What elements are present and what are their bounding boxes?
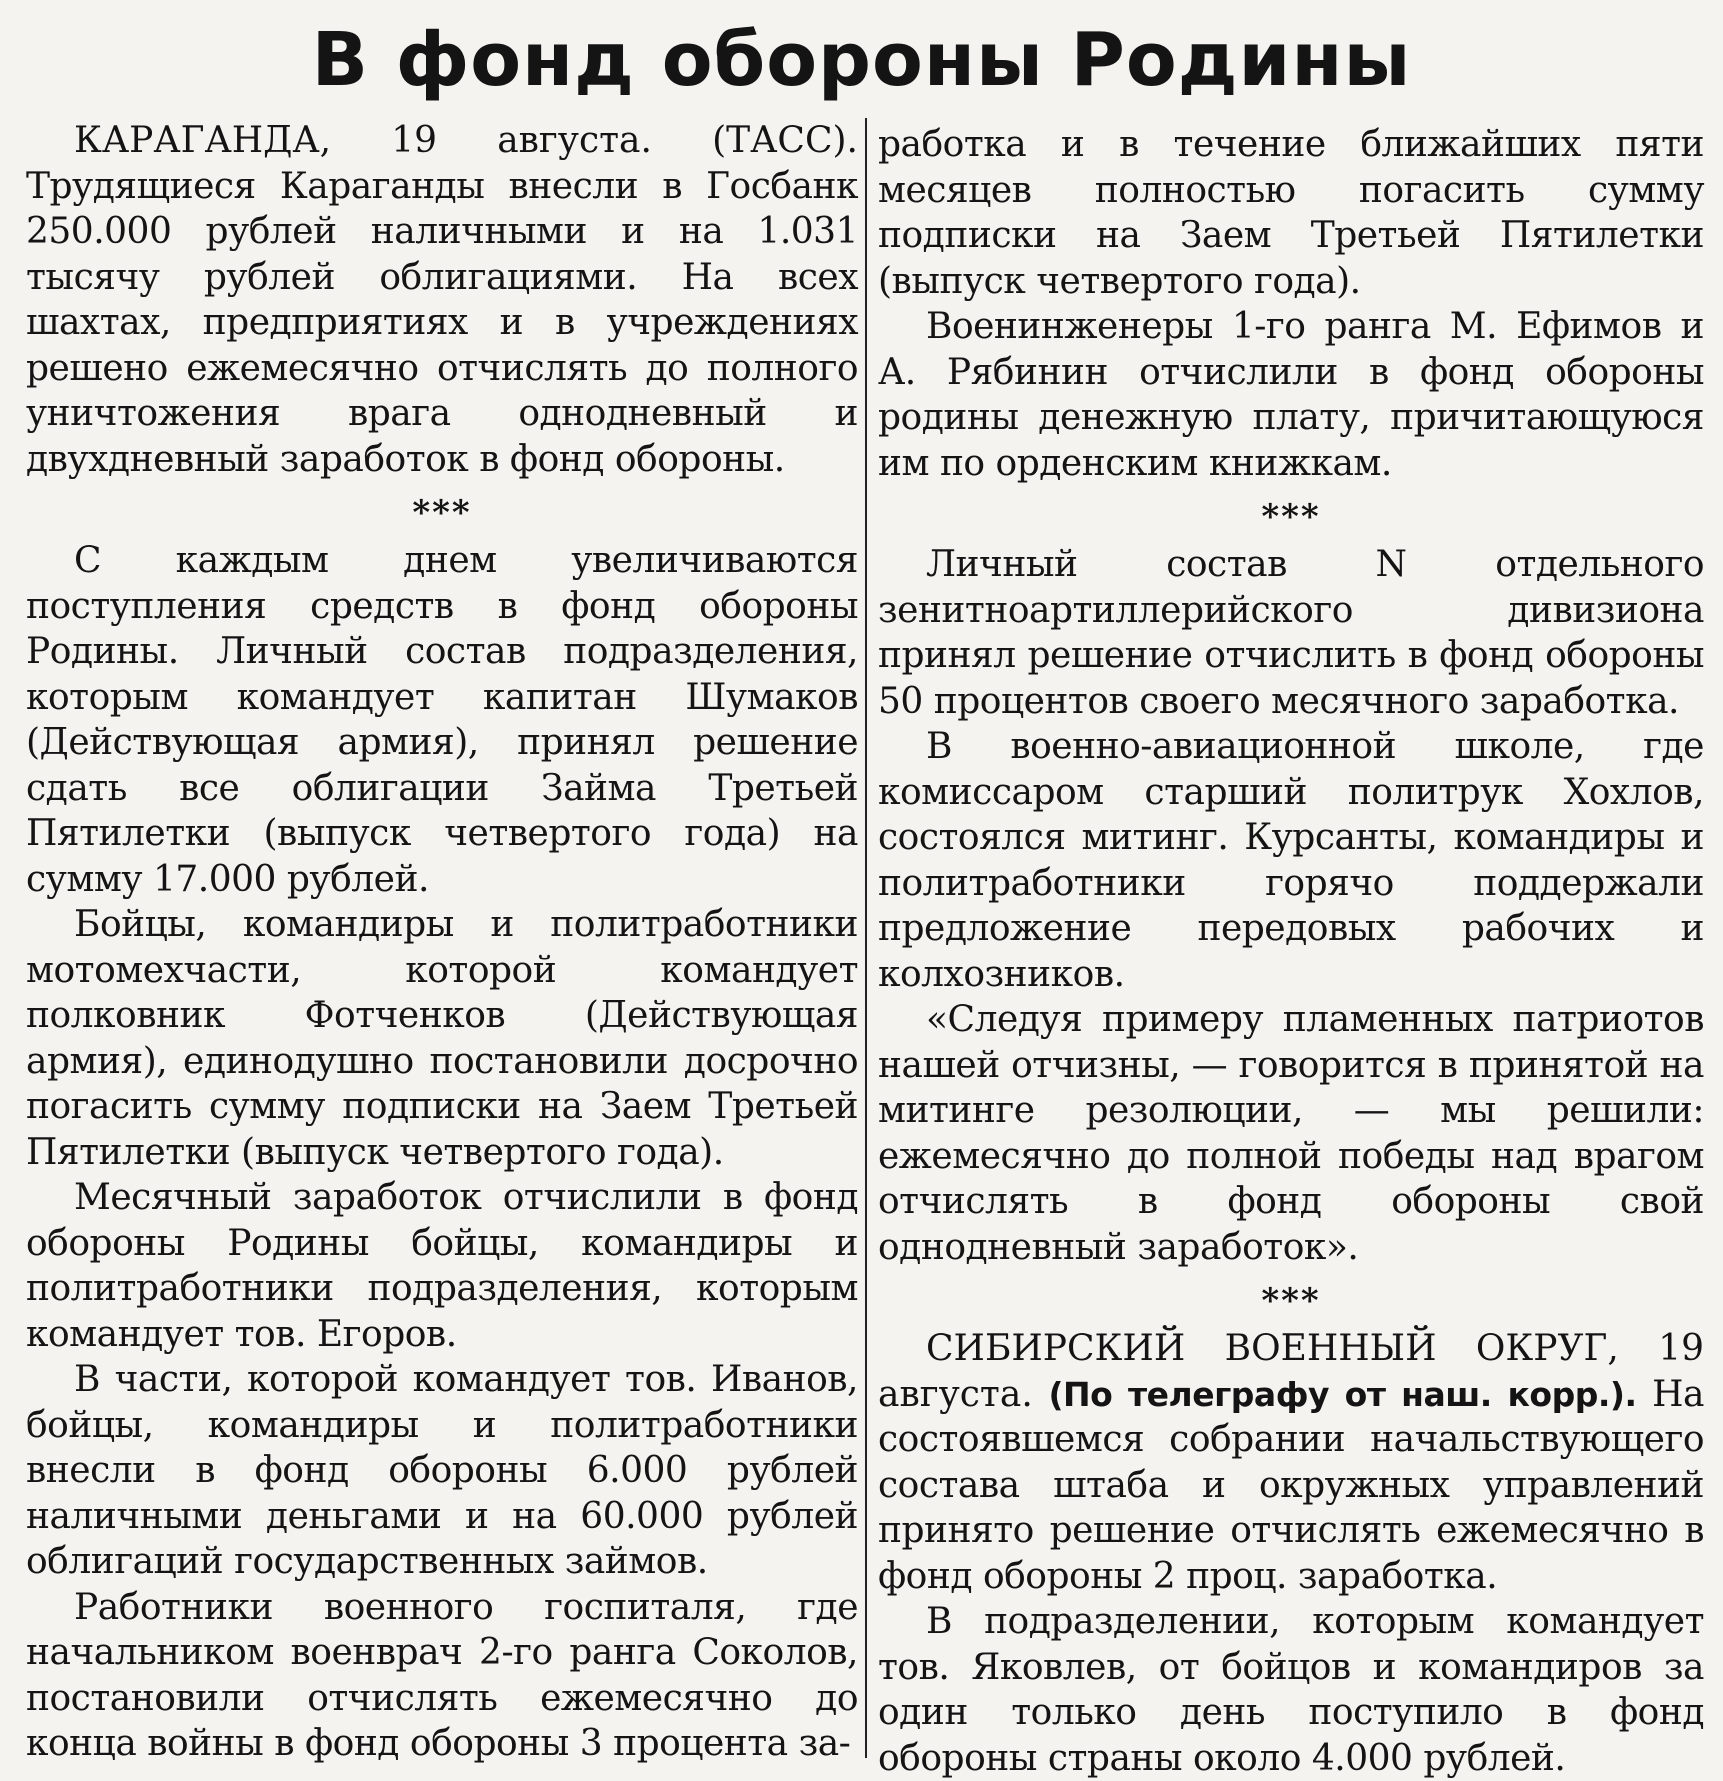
column-divider bbox=[865, 118, 867, 1758]
article-paragraph-siberia bbox=[878, 1326, 1704, 1599]
dateline-siberia: СИБИРСКИЙ ВОЕННЫЙ ОКРУГ, 19 августа. bbox=[878, 1328, 1704, 1415]
article-paragraph: Месячный заработок отчислили в фонд обороны Родины бойцы, командиры и политработники подразделения, которым командует тов. Егоров. bbox=[26, 1177, 858, 1355]
headline: В фонд обороны Родины bbox=[311, 17, 1412, 103]
article-paragraph: «Следуя примеру пламенных патриотов нашей отчизны, — говорится в принятой на митинге резолюции, — мы решили: ежемесячно до полной победы над врагом отчислять в фонд обороны свой однодневный заработок». bbox=[878, 999, 1704, 1268]
article-paragraph: С каждым днем увеличиваются поступления средств в фонд обороны Родины. Личный состав подразделения, которым командует капитан Шумаков (Действующая армия), принял решение сдать все облигации Займа Третьей Пятилетки (выпуск четвертого года) на сумму 17.000 рублей. bbox=[26, 540, 858, 900]
article-paragraph: Военинженеры 1-го ранга М. Ефимов и А. Рябинин отчислили в фонд обороны родины денежную плату, причитающуюся им по орденским книжкам. bbox=[878, 306, 1704, 484]
asterism-separator: *** bbox=[1261, 497, 1321, 537]
asterism-separator: *** bbox=[1261, 1281, 1321, 1321]
article-paragraph: В военно-авиационной школе, где комиссаром старший политрук Хохлов, состоялся митинг. Курсанты, командиры и политработники горячо поддержали предложение передовых рабочих и колхозников. bbox=[878, 726, 1704, 995]
left-column bbox=[26, 118, 858, 1767]
right-column bbox=[878, 122, 1704, 1781]
asterism-separator: *** bbox=[412, 493, 472, 533]
paragraph-text: Трудящиеся Караганды внесли в Госбанк 250.000 рублей наличными и на 1.031 тысячу рублей облигациями. На всех шахтах, предприятиях и в учреждениях решено ежемесячно отчислять до полного уничтожения врага однодневный и двухдневный заработок в фонд обороны. bbox=[26, 165, 858, 480]
article-paragraph: Бойцы, командиры и политработники мотомехчасти, которой командует полковник Фотченков (Действующая армия), единодушно постановили досрочно погасить сумму подписки на Заем Третьей Пятилетки (выпуск четвертого года). bbox=[26, 904, 858, 1173]
article-paragraph: Работники военного госпиталя, где начальником военврач 2-го ранга Соколов, постановили отчислять ежемесячно до конца войны в фонд обороны 3 процента за- bbox=[26, 1586, 858, 1764]
article-paragraph: В подразделении, которым командует тов. Яковлев, от бойцов и командиров за один только день поступило в фонд обороны страны около 4.000 рублей. bbox=[878, 1601, 1704, 1779]
article-paragraph-continued: работка и в течение ближайших пяти месяцев полностью погасить сумму подписки на Заем Третьей Пятилетки (выпуск четвертого года). bbox=[878, 124, 1704, 302]
article-paragraph: Личный состав N отдельного зенитноартиллерийского дивизиона принял решение отчислить в фонд обороны 50 процентов своего месячного заработка. bbox=[878, 544, 1704, 722]
source-credit: (По телеграфу от наш. корр.). bbox=[1048, 1374, 1637, 1414]
paragraph-text: На состоявшемся собрании начальствующего состава штаба и окружных управлений принято решение отчислять ежемесячно в фонд обороны 2 проц. заработка. bbox=[878, 1373, 1705, 1597]
article-paragraph-karaganda bbox=[26, 118, 858, 482]
article-paragraph: В части, которой командует тов. Иванов, бойцы, командиры и политработники внесли в фонд обороны 6.000 рублей наличными деньгами и на 60.000 рублей облигаций государственных займов. bbox=[26, 1359, 858, 1582]
dateline-karaganda: КАРАГАНДА, 19 августа. (ТАСС). bbox=[74, 120, 858, 161]
